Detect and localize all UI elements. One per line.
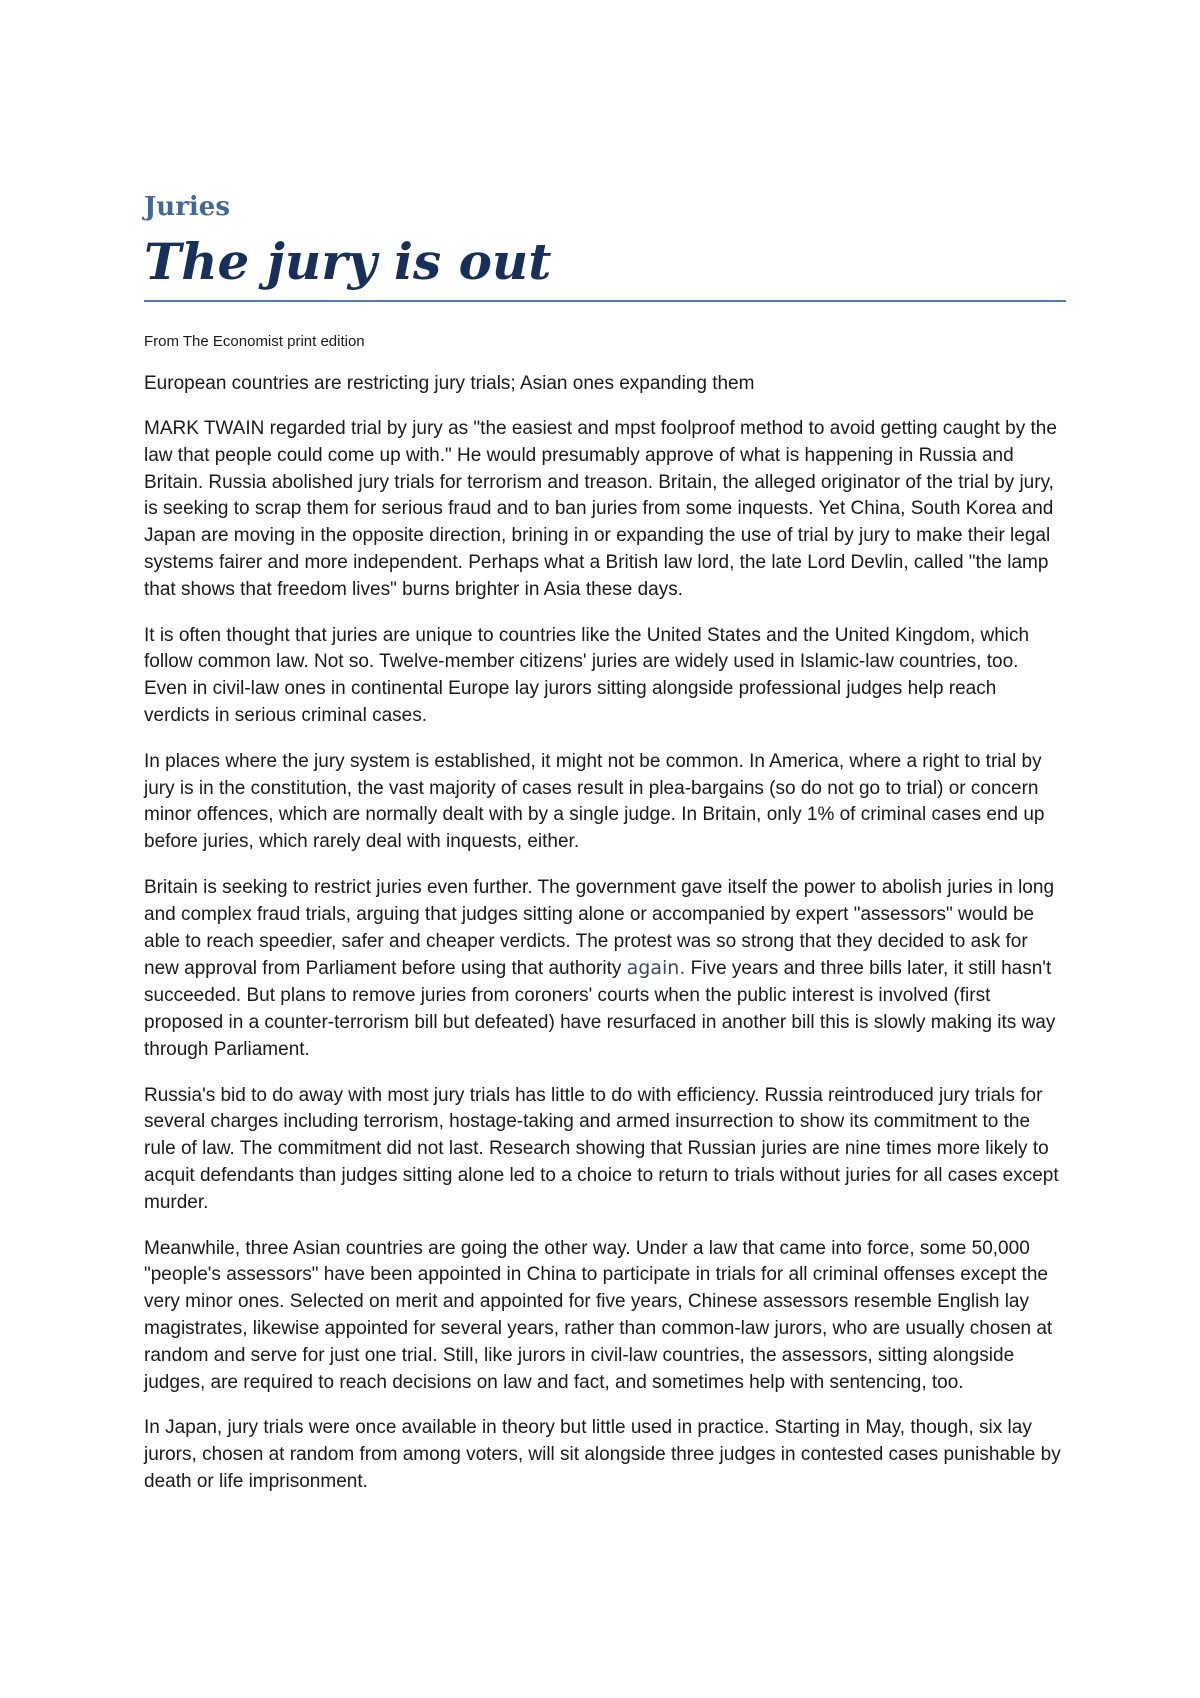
paragraph-4-text-a: Britain is seeking to restrict juries even further. The government gave itself the power to abolish juries in long and complex fraud trials, arguing that judges sitting alone or accompanied by expert "assessors" would be able to reach speedier, safer and cheaper verdicts. The protest was so strong that they decided to ask for new approval from Parliament before using that authority — [144, 876, 1055, 980]
paragraph-3: In places where the jury system is established, it might not be common. In America, where a right to trial by jury is in the constitution, the vast majority of cases result in plea-bargains (so do not go to trial) or concern minor offences, which are normally dealt with by a single judge. In Britain, only 1% of criminal cases end up before juries, which rarely deal with inquests, either. — [144, 750, 1045, 853]
standfirst: European countries are restricting jury trials; Asian ones expanding them — [144, 373, 755, 394]
paragraph-5: Russia's bid to do away with most jury trials has little to do with efficiency. Russia reintroduced jury trials for several charges including terrorism, hostage-taking and armed insurrection to show its commitment to the rule of law. The commitment did not last. Research showing that Russian juries are nine times more likely to acquit defendants than judges sitting alone led to a choice to return to trials without juries for all cases except murder. — [144, 1084, 1059, 1213]
article — [144, 190, 1066, 1496]
paragraph-4-highlight-word: again. — [626, 957, 686, 980]
page-title: The jury is out — [144, 230, 1066, 302]
source-line: From The Economist print edition — [144, 333, 365, 350]
paragraph-6: Meanwhile, three Asian countries are going the other way. Under a law that came into force, some 50,000 "people's assessors" have been appointed in China to participate in trials for all criminal offenses except the very minor ones. Selected on merit and appointed for five years, Chinese assessors resemble English lay magistrates, likewise appointed for several years, rather than common-law jurors, who are usually chosen at random and serve for just one trial. Still, like jurors in civil-law countries, the assessors, sitting alongside judges, are required to reach decisions on law and fact, and sometimes help with sentencing, too. — [144, 1237, 1053, 1393]
paragraph-2: It is often thought that juries are unique to countries like the United States and the United Kingdom, which follow common law. Not so. Twelve-member citizens' juries are widely used in Islamic-law countries, too. Even in civil-law ones in continental Europe lay jurors sitting alongside professional judges help reach verdicts in serious criminal cases. — [144, 624, 1030, 726]
paragraph-4-text-b: Five years and three bills later, it still hasn't succeeded. But plans to remove juries from coroners' courts when the public interest is involved (first proposed in a counter-terrorism bill but defeated) have resurfaced in another bill this is slowly making its way through Parliament. — [144, 958, 1056, 1060]
paragraph-4 — [144, 875, 1066, 1064]
section-label: Juries — [144, 192, 230, 222]
paragraph-1: MARK TWAIN regarded trial by jury as "the easiest and mpst foolproof method to avoid getting caught by the law that people could come up with." He would presumably approve of what is happening in Russia and Britain. Russia abolished jury trials for terrorism and treason. Britain, the alleged originator of the trial by jury, is seeking to scrap them for serious fraud and to ban juries from some inquests. Yet China, South Korea and Japan are moving in the opposite direction, brining in or expanding the use of trial by jury to make their legal systems fairer and more independent. Perhaps what a British law lord, the late Lord Devlin, called "the lamp that shows that freedom lives" burns brighter in Asia these days. — [144, 418, 1057, 600]
paragraph-7: In Japan, jury trials were once available in theory but little used in practice. Starting in May, though, six lay jurors, chosen at random from among voters, will sit alongside three judges in contested cases punishable by death or life imprisonment. — [144, 1417, 1061, 1492]
